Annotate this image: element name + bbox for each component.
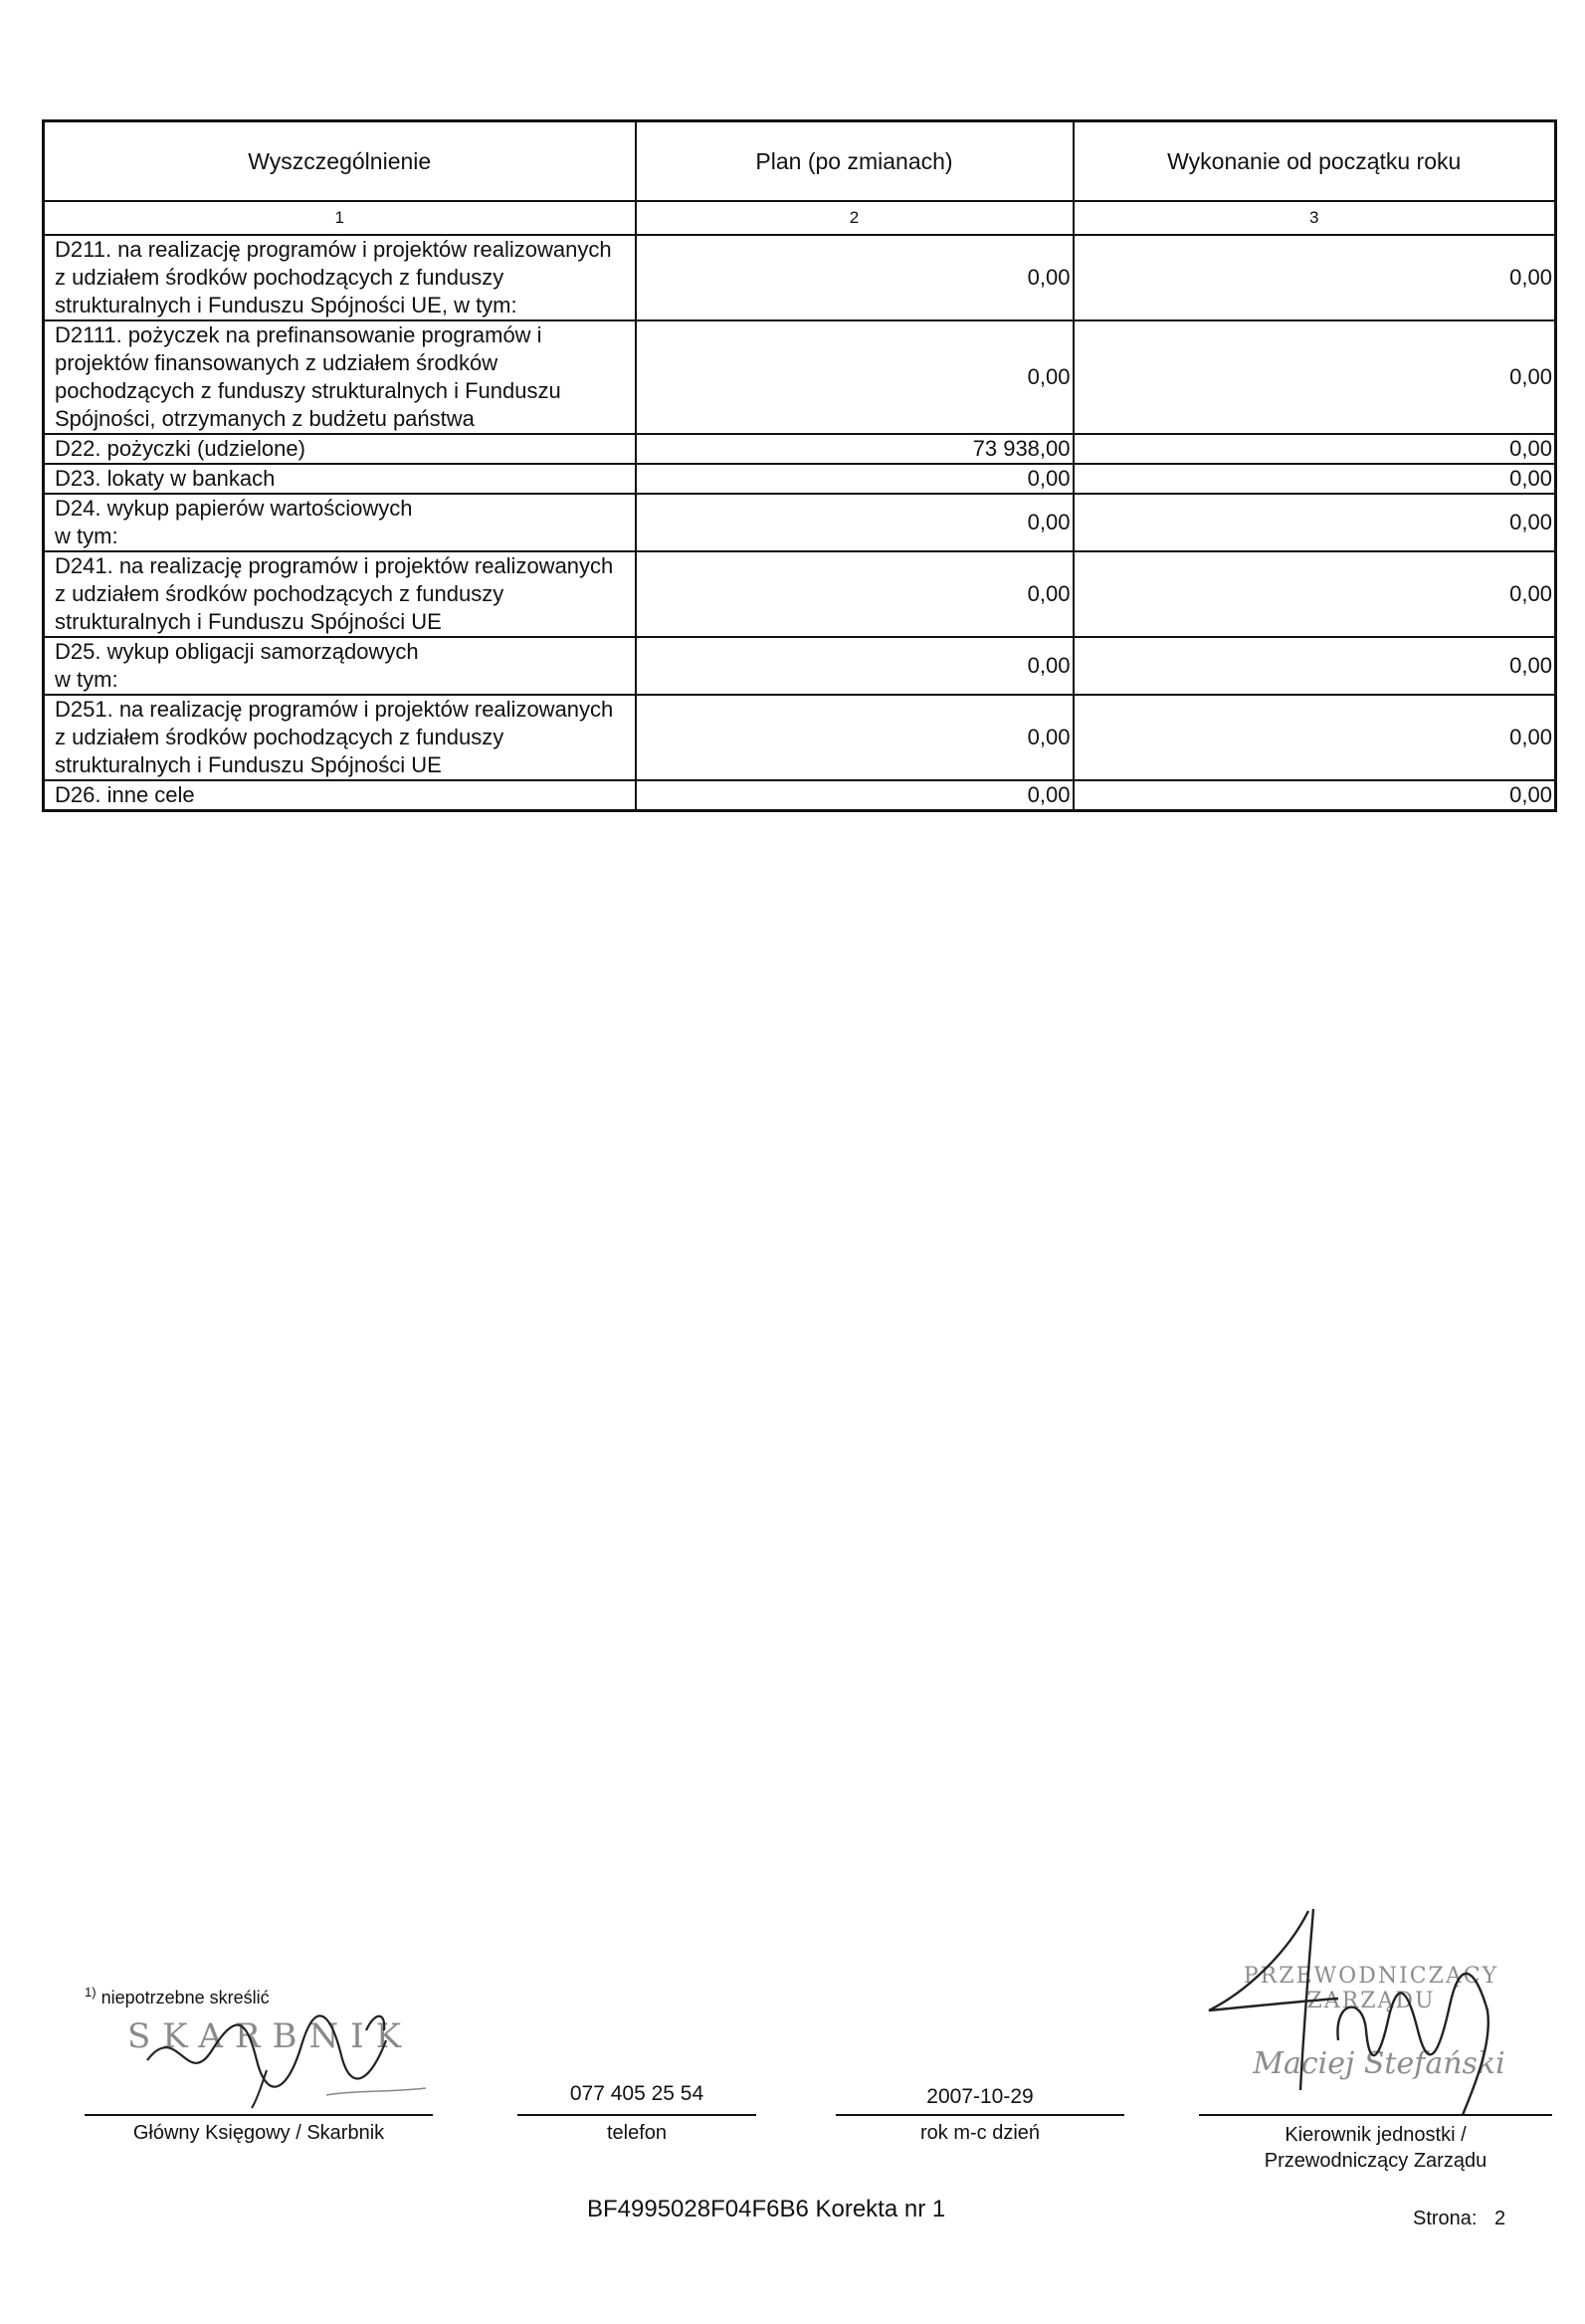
row-execution-value: 0,00 (1074, 551, 1556, 637)
chairman-signature-line (1199, 2114, 1552, 2116)
table-row (44, 320, 1556, 434)
row-plan-value: 0,00 (636, 551, 1074, 637)
row-execution-value: 0,00 (1074, 235, 1556, 320)
table-row (44, 235, 1556, 320)
row-execution-value: 0,00 (1074, 434, 1556, 464)
accountant-caption: Główny Księgowy / Skarbnik (132, 2122, 385, 2144)
skarbnik-stamp: SKARBNIK (127, 2016, 414, 2056)
header-plan: Plan (po zmianach) (636, 121, 1074, 202)
row-plan-value: 0,00 (636, 695, 1074, 780)
accountant-signature-line (85, 2114, 433, 2116)
footnote-marker: 1) (85, 1985, 97, 2000)
row-description: D23. lokaty w bankach (44, 464, 636, 494)
row-description: D241. na realizację programów i projektów realizowanych z udziałem środków pochodzących z funduszy strukturalnych i Funduszu Spójności UE (44, 551, 636, 637)
column-number: 2 (636, 201, 1074, 235)
row-plan-value: 0,00 (636, 235, 1074, 320)
row-description: D24. wykup papierów wartościowych w tym: (44, 494, 636, 551)
chairman-stamp-title: PRZEWODNICZĄCY ZARZĄDU (1243, 1964, 1499, 2013)
row-execution-value: 0,00 (1074, 637, 1556, 695)
row-description: D2111. pożyczek na prefinansowanie programów i projektów finansowanych z udziałem środków pochodzących z funduszy strukturalnych i Funduszu Spójności, otrzymanych z budżetu państwa (44, 320, 636, 434)
phone-value: 077 405 25 54 (569, 2082, 704, 2105)
row-description: D26. inne cele (44, 780, 636, 811)
date-value: 2007-10-29 (926, 2085, 1034, 2108)
phone-line (517, 2114, 756, 2116)
column-number-row (44, 201, 1556, 235)
row-description: D251. na realizację programów i projektów realizowanych z udziałem środków pochodzących z funduszy strukturalnych i Funduszu Spójności UE (44, 695, 636, 780)
table-row (44, 780, 1556, 811)
header-execution: Wykonanie od początku roku (1074, 121, 1556, 202)
phone-caption: telefon (606, 2122, 668, 2144)
row-execution-value: 0,00 (1074, 780, 1556, 811)
table-row (44, 637, 1556, 695)
column-number: 3 (1074, 201, 1556, 235)
footnote-text: niepotrzebne skreślić (100, 1988, 270, 2007)
expenditure-table (42, 119, 1557, 812)
accountant-signature (117, 2001, 446, 2110)
document-id: BF4995028F04F6B6 Korekta nr 1 (587, 2196, 946, 2222)
page-number-value: 2 (1494, 2208, 1506, 2229)
chairman-caption-line1: Kierownik jednostki / (1285, 2124, 1467, 2146)
table-row (44, 464, 1556, 494)
row-execution-value: 0,00 (1074, 464, 1556, 494)
date-line (836, 2114, 1124, 2116)
column-number: 1 (44, 201, 636, 235)
row-plan-value: 0,00 (636, 637, 1074, 695)
page-label: Strona: (1413, 2208, 1478, 2229)
row-execution-value: 0,00 (1074, 695, 1556, 780)
row-description: D22. pożyczki (udzielone) (44, 434, 636, 464)
page-number (1413, 2208, 1505, 2230)
row-description: D25. wykup obligacji samorządowych w tym: (44, 637, 636, 695)
table-header-row (44, 121, 1556, 202)
row-description: D211. na realizację programów i projektów realizowanych z udziałem środków pochodzących z funduszy strukturalnych i Funduszu Spójności UE, w tym: (44, 235, 636, 320)
chairman-caption-line2: Przewodniczący Zarządu (1264, 2150, 1487, 2172)
row-plan-value: 0,00 (636, 320, 1074, 434)
table-row (44, 434, 1556, 464)
row-plan-value: 73 938,00 (636, 434, 1074, 464)
chairman-signature (1189, 1881, 1537, 2130)
table-row (44, 551, 1556, 637)
table-row (44, 494, 1556, 551)
table-row (44, 695, 1556, 780)
row-plan-value: 0,00 (636, 464, 1074, 494)
row-plan-value: 0,00 (636, 494, 1074, 551)
row-plan-value: 0,00 (636, 780, 1074, 811)
header-description: Wyszczególnienie (44, 121, 636, 202)
chairman-stamp-name: Maciej Stefański (1253, 2046, 1505, 2081)
date-caption: rok m-c dzień (919, 2122, 1041, 2144)
row-execution-value: 0,00 (1074, 320, 1556, 434)
row-execution-value: 0,00 (1074, 494, 1556, 551)
